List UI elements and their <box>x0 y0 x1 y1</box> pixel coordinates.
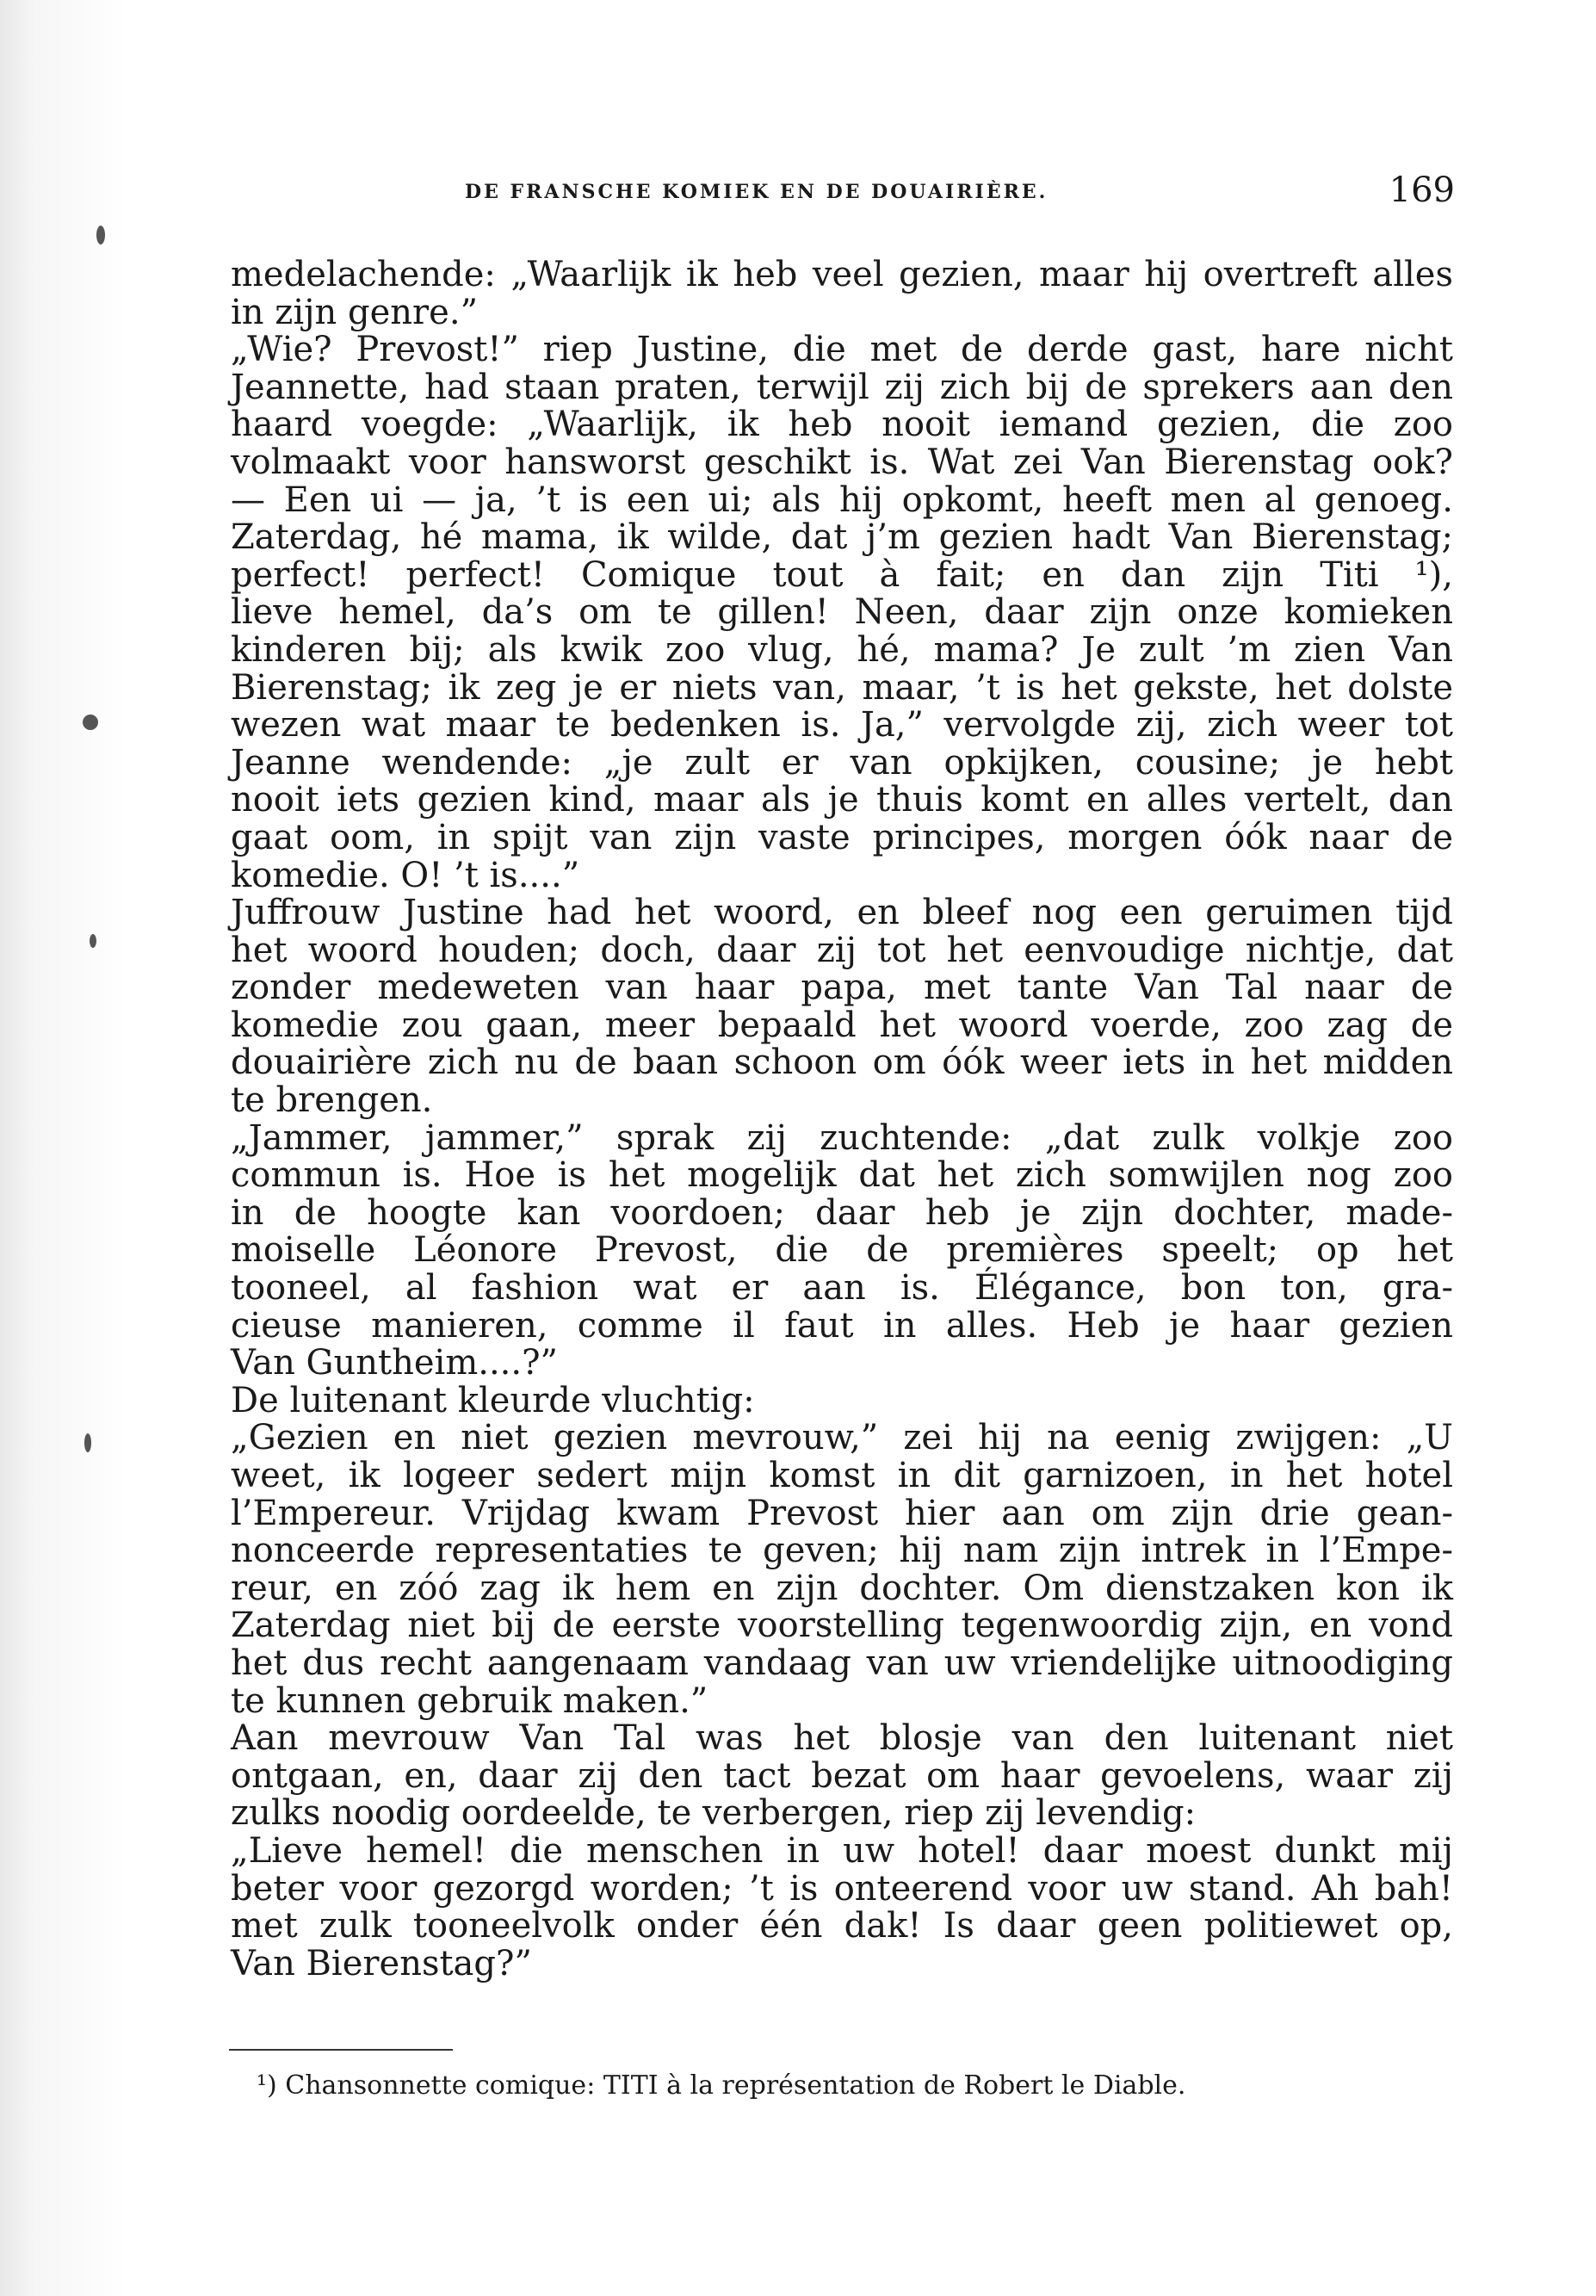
text-line: „Jammer, jammer,” sprak zij zuchtende: „dat zulk volkje zoo <box>231 1117 1453 1158</box>
text-line: weet, ik logeer sedert mijn komst in dit garnizoen, in het hotel <box>231 1456 1453 1495</box>
text-line: medelachende: „Waarlijk ik heb veel gezien, maar hij overtreft alles <box>231 255 1453 294</box>
scan-speck <box>96 226 105 244</box>
footnote-rule <box>229 2049 453 2051</box>
scan-edge-shadow <box>0 0 129 2296</box>
text-line: zulks noodig oordeelde, te verbergen, riep zij levendig: <box>231 1793 1197 1834</box>
text-line: Jeannette, had staan praten, terwijl zij zich bij de sprekers aan den <box>231 367 1453 407</box>
body-text <box>231 257 1453 1983</box>
text-line: „Lieve hemel! die menschen in uw hotel! daar moest dunkt mij <box>231 1830 1453 1871</box>
text-line: — Een ui — ja, ’t is een ui; als hij opkomt, heeft men al genoeg. <box>231 480 1453 520</box>
text-line: tooneel, al fashion wat er aan is. Élégance, bon ton, gra- <box>231 1268 1453 1309</box>
page-header <box>465 170 1455 214</box>
text-line: nooit iets gezien kind, maar als je thuis komt en alles vertelt, dan <box>231 780 1453 820</box>
text-line: in de hoogte kan voordoen; daar heb je zijn dochter, made- <box>231 1192 1453 1233</box>
footnote: ¹) Chansonnette comique: TITI à la représentation de Robert le Diable. <box>257 2070 1186 2101</box>
running-title: DE FRANSCHE KOMIEK EN DE DOUAIRIÈRE. <box>465 181 1049 203</box>
text-line: Van Guntheim....?” <box>231 1343 558 1383</box>
text-line: lieve hemel, da’s om te gillen! Neen, daar zijn onze komieken <box>231 592 1453 633</box>
text-line: wezen wat maar te bedenken is. Ja,” vervolgde zij, zich weer tot <box>231 705 1453 746</box>
text-line: het dus recht aangenaam vandaag van uw vriendelijke uitnoodiging <box>231 1643 1453 1683</box>
text-line: Aan mevrouw Van Tal was het blosje van den luitenant niet <box>231 1718 1453 1759</box>
text-line: met zulk tooneelvolk onder één dak! Is daar geen politiewet op, <box>231 1906 1453 1946</box>
page-number: 169 <box>1389 170 1455 210</box>
text-line: beter voor gezorgd worden; ’t is onteerend voor uw stand. Ah bah! <box>231 1868 1453 1909</box>
text-line: moiselle Léonore Prevost, die de premières speelt; op het <box>231 1230 1453 1271</box>
text-line: te brengen. <box>231 1080 433 1121</box>
text-line: cieuse manieren, comme il faut in alles. Heb je haar gezien <box>231 1305 1453 1346</box>
scan-speck <box>90 934 96 948</box>
scan-speck <box>83 715 98 730</box>
text-line: „Gezien en niet gezien mevrouw,” zei hij na eenig zwijgen: „U <box>231 1418 1453 1458</box>
text-line: commun is. Hoe is het mogelijk dat het zich somwijlen nog zoo <box>231 1155 1453 1196</box>
text-line: Zaterdag niet bij de eerste voorstelling tegenwoordig zijn, en vond <box>231 1606 1453 1646</box>
text-line: komedie. O! ’t is....” <box>231 855 580 895</box>
text-line: nonceerde representaties te geven; hij nam zijn intrek in l’Empe- <box>231 1531 1453 1571</box>
text-line: het woord houden; doch, daar zij tot het eenvoudige nichtje, dat <box>231 930 1453 970</box>
text-line: „Wie? Prevost!” riep Justine, die met de derde gast, hare nicht <box>231 330 1453 370</box>
text-line: Juffrouw Justine had het woord, en bleef nog een geruimen tijd <box>231 893 1453 933</box>
text-line: Van Bierenstag?” <box>231 1943 532 1983</box>
text-line: volmaakt voor hansworst geschikt is. Wat zei Van Bierenstag ook? <box>231 442 1453 482</box>
text-line: ontgaan, en, daar zij den tact bezat om haar gevoelens, waar zij <box>231 1755 1453 1796</box>
text-line: zonder medeweten van haar papa, met tante Van Tal naar de <box>231 968 1453 1008</box>
text-line: perfect! perfect! Comique tout à fait; en dan zijn Titi ¹), <box>231 554 1453 595</box>
text-line: komedie zou gaan, meer bepaald het woord voerde, zoo zag de <box>231 1005 1453 1045</box>
scan-speck <box>84 1433 91 1452</box>
text-line: in zijn genre.” <box>231 292 479 332</box>
text-line: te kunnen gebruik maken.” <box>231 1680 708 1721</box>
text-line: De luitenant kleurde vluchtig: <box>231 1380 755 1420</box>
text-line: Zaterdag, hé mama, ik wilde, dat j’m gezien hadt Van Bierenstag; <box>231 517 1453 558</box>
text-line: reur, en zóó zag ik hem en zijn dochter. Om dienstzaken kon ik <box>231 1568 1453 1608</box>
text-line: gaat oom, in spijt van zijn vaste principes, morgen óók naar de <box>231 817 1453 857</box>
text-line: haard voegde: „Waarlijk, ik heb nooit iemand gezien, die zoo <box>231 405 1453 445</box>
text-line: l’Empereur. Vrijdag kwam Prevost hier aan om zijn drie gean- <box>231 1493 1453 1533</box>
text-line: Bierenstag; ik zeg je er niets van, maar, ’t is het gekste, het dolste <box>231 667 1453 708</box>
text-line: Jeanne wendende: „je zult er van opkijken, cousine; je hebt <box>231 742 1453 783</box>
text-line: douairière zich nu de baan schoon om óók weer iets in het midden <box>231 1043 1453 1083</box>
text-line: kinderen bij; als kwik zoo vlug, hé, mama? Je zult ’m zien Van <box>231 629 1453 670</box>
